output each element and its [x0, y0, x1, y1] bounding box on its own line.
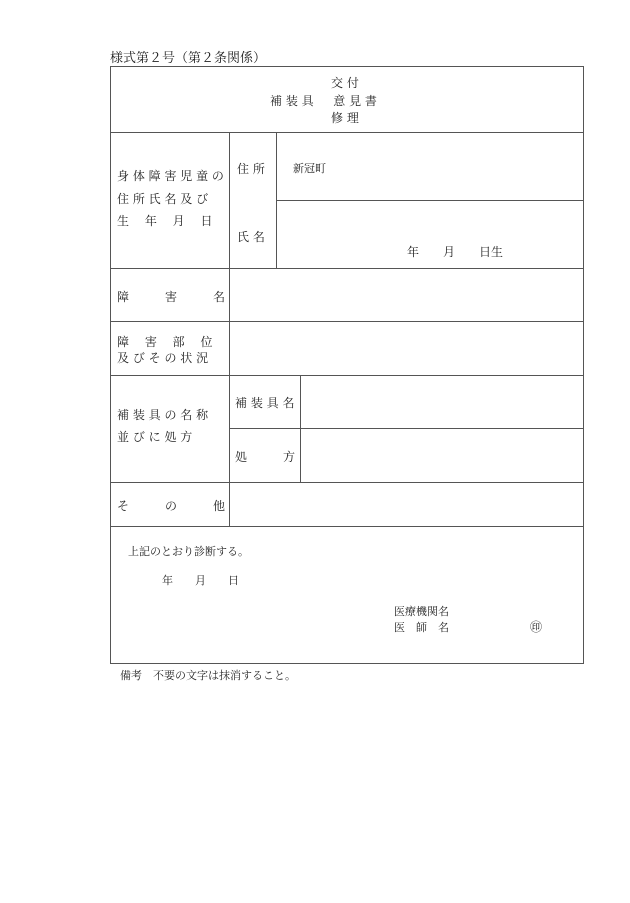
title-line-repair: 修 理 — [331, 111, 359, 125]
address-label: 住 所 — [237, 162, 265, 176]
note: 備考 不要の文字は抹消すること。 — [120, 669, 296, 682]
name-field[interactable] — [278, 202, 580, 238]
title-line-issue: 交 付 — [331, 76, 359, 90]
diagnosis-statement: 上記のとおり診断する。 — [128, 545, 249, 558]
other-label: そ の 他 — [117, 499, 226, 513]
person-label-3: 生 年 月 日 — [117, 214, 213, 228]
disability-site-label-2: 及 び そ の 状 況 — [117, 351, 209, 365]
diagnosis-date[interactable]: 年 月 日 — [162, 574, 239, 587]
device-name-field[interactable] — [302, 377, 581, 427]
doctor-label: 医 師 名 — [394, 621, 449, 634]
person-label-1: 身 体 障 害 児 童 の — [117, 169, 224, 183]
birthdate-field[interactable]: 年 月 日生 — [407, 245, 504, 259]
disability-site-field[interactable] — [231, 323, 581, 374]
disability-name-field[interactable] — [231, 270, 581, 320]
institution-label: 医療機関名 — [394, 605, 449, 618]
seal-mark: ㊞ — [530, 620, 543, 634]
name-label: 氏 名 — [237, 230, 265, 244]
device-name-label: 補 装 具 名 — [235, 396, 295, 410]
person-label-2: 住 所 氏 名 及 び — [117, 192, 209, 206]
prescription-field[interactable] — [302, 430, 581, 481]
device-label-2: 並 び に 処 方 — [117, 430, 193, 444]
form-number: 様式第２号（第２条関係） — [110, 51, 267, 66]
title-main: 補 装 具 意 見 書 — [270, 94, 377, 108]
device-label-1: 補 装 具 の 名 称 — [117, 408, 209, 422]
disability-site-label-1: 障 害 部 位 — [117, 335, 213, 349]
other-field[interactable] — [231, 484, 581, 525]
address-field[interactable]: 新冠町 — [293, 162, 326, 175]
prescription-label: 処 方 — [235, 450, 296, 464]
disability-name-label: 障 害 名 — [117, 290, 226, 304]
